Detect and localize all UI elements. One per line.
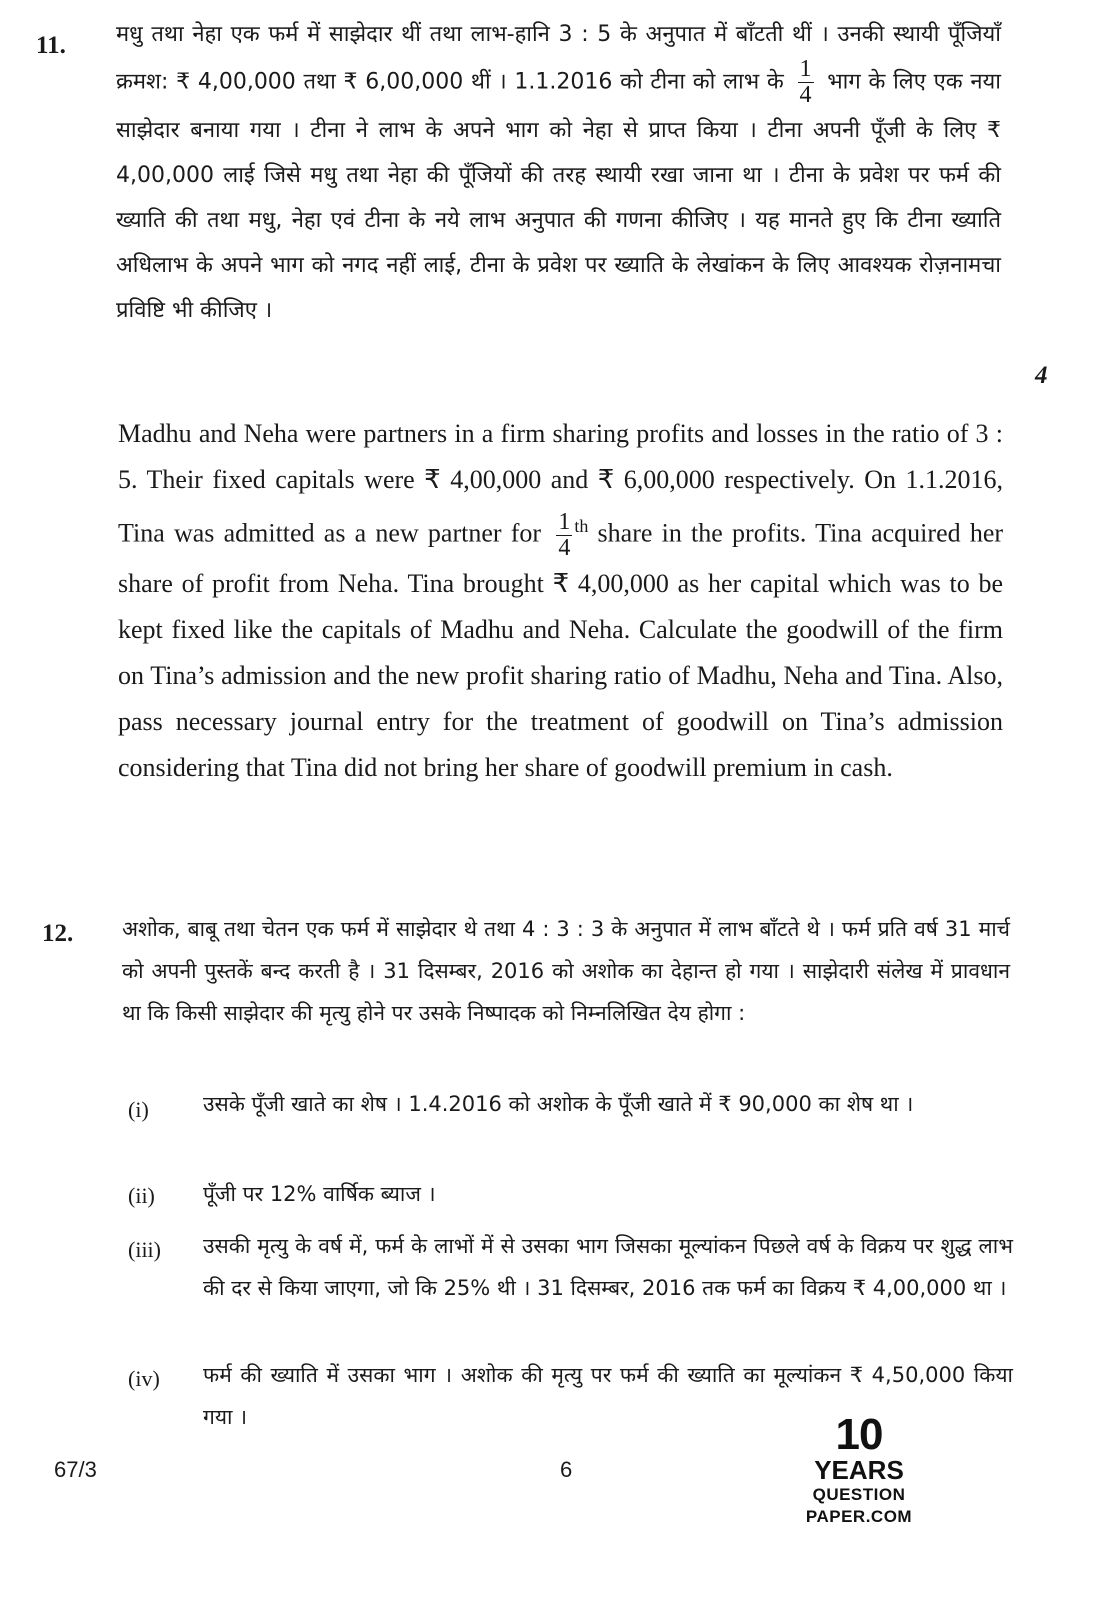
question-11-english-part2: share in the profits. Tina acquired her share of profit from Neha. Tina brought ₹ 4,00,000 as her capital which was to be kept fixed like the capitals of Madhu and Neha. Calculate the goodwill of the firm on Tina’s admission and the new profit sharing ratio of Madhu, Neha and Tina. Also, pass necessary journal entry for the treatment of goodwill on Tina’s admission considering that Tina did not bring her share of goodwill premium in cash. <box>118 518 1004 783</box>
question-11-english-text <box>118 411 1003 791</box>
question-11-hindi-text <box>116 12 1001 333</box>
question-11-hindi-part2: भाग के लिए एक नया साझेदार बनाया गया । टीना ने लाभ के अपने भाग को नेहा से प्राप्त किया । टीना अपनी पूँजी के लिए ₹ 4,00,000 लाई जिसे मधु तथा नेहा की पूँजियों की तरह स्थायी रखा जाना था । टीना के प्रवेश पर फर्म की ख्याति की तथा मधु, नेहा एवं टीना के नये लाभ अनुपात की गणना कीजिए । यह मानते हुए कि टीना ख्याति अधिलाभ के अपने भाग को नगद नहीं लाई, टीना के प्रवेश पर ख्याति के लेखांकन के लिए आवश्यक रोज़नामचा प्रविष्टि भी कीजिए । <box>116 69 1002 324</box>
english-fraction-one-fourth <box>556 510 572 561</box>
fraction-denominator: 4 <box>558 535 571 562</box>
question-12-item-label: (i) <box>128 1097 149 1122</box>
question-12-item-text: फर्म की ख्याति में उसका भाग । अशोक की मृत्यु पर फर्म की ख्याति का मूल्यांकन ₹ 4,50,000 किया गया । <box>203 1363 1013 1429</box>
hindi-fraction-one-fourth <box>798 57 814 108</box>
fraction-numerator: 1 <box>799 56 812 82</box>
logo-years: YEARS <box>814 1455 904 1485</box>
question-11-hindi-part1: मधु तथा नेहा एक फर्म में साझेदार थीं तथा लाभ-हानि 3 : 5 के अनुपात में बाँटती थीं । उनकी स्थायी पूँजियाँ क्रमश: ₹ 4,00,000 तथा ₹ 6,00,000 थीं । 1.1.2016 को टीना को लाभ के <box>116 22 1001 95</box>
question-11-number: 11. <box>36 32 66 59</box>
question-12-item-label: (ii) <box>128 1183 155 1208</box>
logo-number: 10 <box>835 1410 883 1459</box>
question-12-item-text: उसकी मृत्यु के वर्ष में, फर्म के लाभों में से उसका भाग जिसका मूल्यांकन पिछले वर्ष के विक्रय पर शुद्ध लाभ की दर से किया जाएगा, जो कि 25% थी । 31 दिसम्बर, 2016 तक फर्म का विक्रय ₹ 4,00,000 था । <box>203 1234 1013 1300</box>
question-12-item-text: उसके पूँजी खाते का शेष । 1.4.2016 को अशोक के पूँजी खाते में ₹ 90,000 का शेष था । <box>203 1092 914 1116</box>
question-12-number: 12. <box>42 920 74 947</box>
question-12-item-label: (iii) <box>128 1237 161 1262</box>
fraction-suffix: th <box>574 516 589 536</box>
page-number: 6 <box>560 1457 573 1482</box>
question-11-english-part1: Madhu and Neha were partners in a firm sharing profits and losses in the ratio of 3 : 5. Their fixed capitals were ₹ 4,00,000 and ₹ 6,00,000 respectively. On 1.1.2016, Tina was admitted as a new partner for <box>118 419 1003 548</box>
question-12-item-label: (iv) <box>128 1366 160 1391</box>
logo-site: QUESTION PAPER.COM <box>805 1485 913 1526</box>
question-12-item-text: पूँजी पर 12% वार्षिक ब्याज । <box>203 1182 436 1206</box>
fraction-numerator: 1 <box>558 509 571 535</box>
question-11-marks: 4 <box>1035 362 1048 389</box>
fraction-denominator: 4 <box>799 82 812 109</box>
site-logo <box>764 1410 954 1528</box>
paper-code: 67/3 <box>54 1457 97 1482</box>
question-12-hindi-intro: अशोक, बाबू तथा चेतन एक फर्म में साझेदार थे तथा 4 : 3 : 3 के अनुपात में लाभ बाँटते थे । फर्म प्रति वर्ष 31 मार्च को अपनी पुस्तकें बन्द करती है । 31 दिसम्बर, 2016 को अशोक का देहान्त हो गया । साझेदारी संलेख में प्रावधान था कि किसी साझेदार की मृत्यु होने पर उसके निष्पादक को निम्नलिखित देय होगा : <box>122 917 1010 1025</box>
